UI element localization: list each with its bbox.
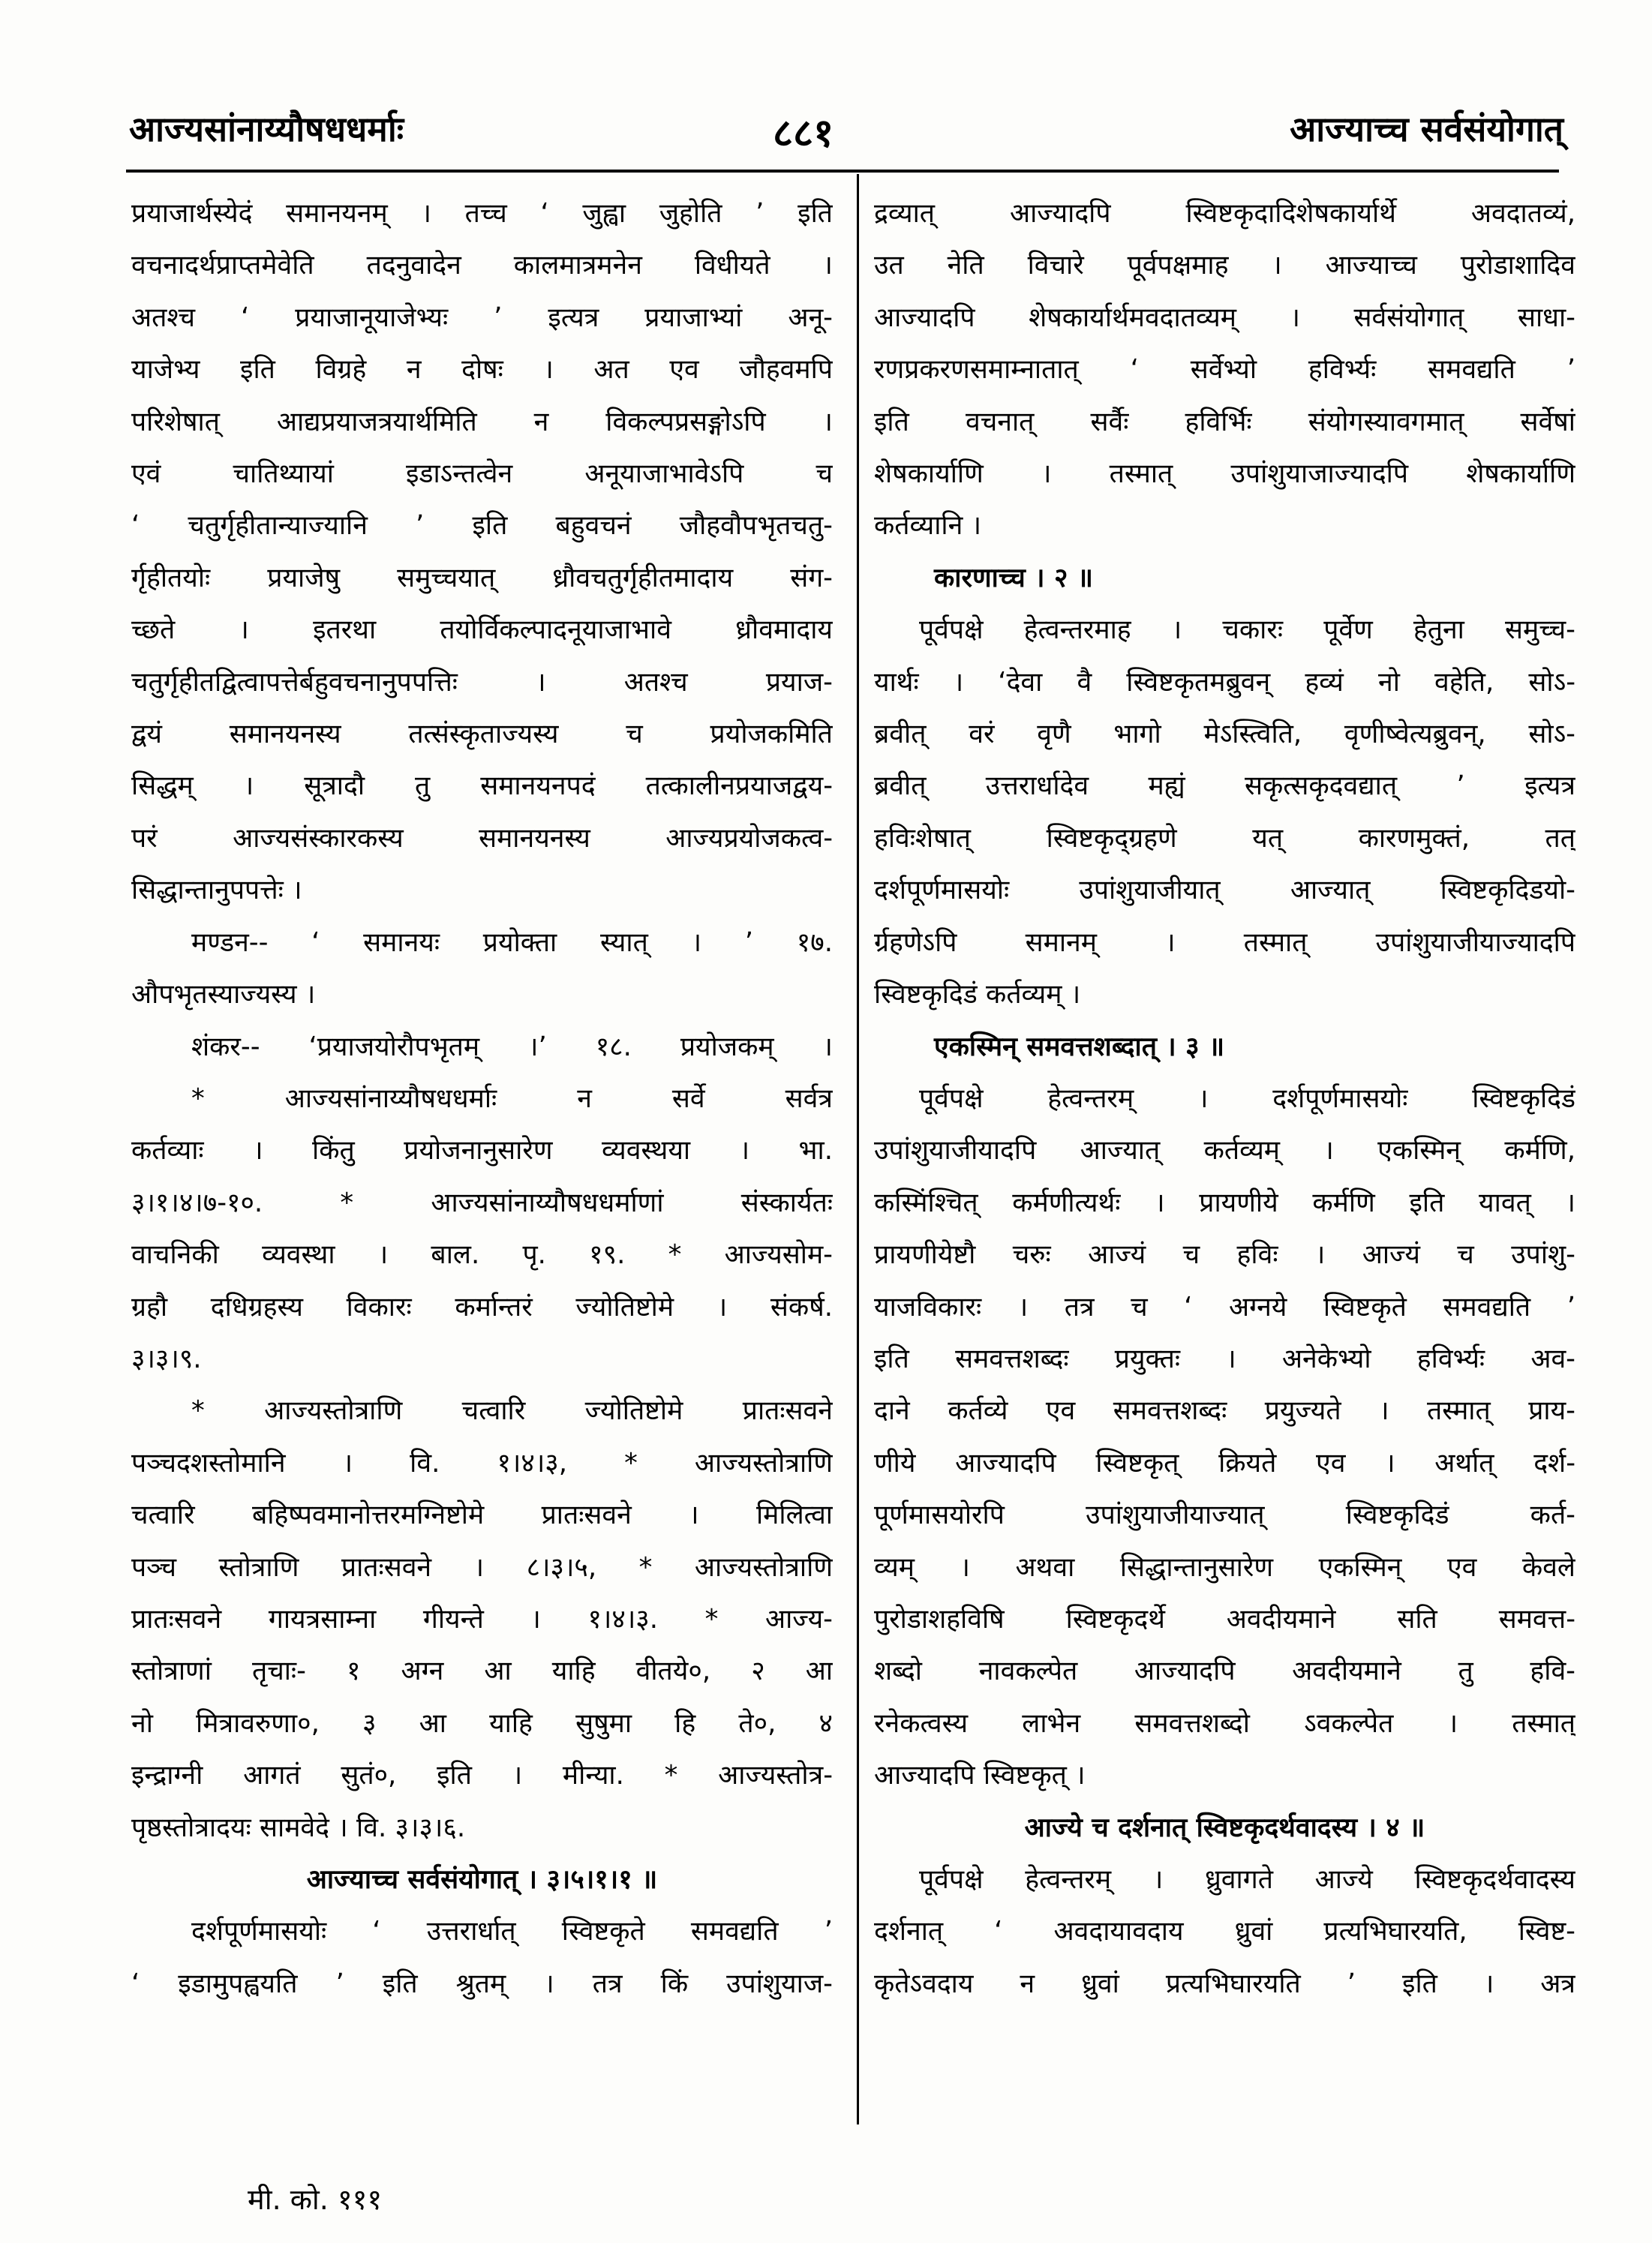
left-column-line: वचनादर्थप्राप्तमेवेति तदनुवादेन कालमात्रमनेन विधीयते । [131,250,833,281]
footer-signature: मी. को. १११ [248,2183,383,2216]
right-column-line: रणप्रकरणसमाम्नातात् ‘ सर्वेभ्यो हविर्भ्यः समवद्यति ’ [874,354,1575,386]
right-column-line: प्रायणीयेष्टौ चरुः आज्यं च हविः । आज्यं च उपांशु- [874,1239,1575,1271]
right-column-line: ब्रवीत् उत्तरार्धादेव मह्यं सकृत्सकृदवद्यात् ’ इत्यत्र [874,770,1575,802]
right-column-line: याजविकारः । तत्र च ‘ अग्नये स्विष्टकृते समवद्यति ’ [874,1291,1575,1323]
right-column-line: कस्मिंश्चित् कर्मणीत्यर्थः । प्रायणीये कर्मणि इति यावत् । [874,1187,1575,1218]
right-column-line: पूर्वपक्षे हेत्वन्तरमाह । चकारः पूर्वेण हेतुना समुच्च- [919,614,1575,646]
right-column-line: आज्ये च दर्शनात् स्विष्टकृदर्थवादस्य । ४ ॥ [1024,1812,1425,1843]
right-column-line: आज्यादपि स्विष्टकृत् । [874,1760,1086,1791]
right-column [874,188,1575,2010]
right-column-line: हविःशेषात् स्विष्टकृद्ग्रहणे यत् कारणमुक्तं, तत् [874,822,1575,854]
left-column-line: चत्वारि बहिष्पवमानोत्तरमग्निष्टोमे प्रातःसवने । मिलित्वा [131,1500,833,1531]
right-column-line: दर्शपूर्णमासयोः उपांशुयाजीयात् आज्यात् स्विष्टकृदिडयो- [874,875,1575,906]
left-column-line: एवं चातिथ्यायां इडाऽन्तत्वेन अनूयाजाभावेऽपि च [131,458,833,490]
right-column-line: इति समवत्तशब्दः प्रयुक्तः । अनेकेभ्यो हविर्भ्यः अव- [874,1343,1575,1374]
left-column-line: प्रातःसवने गायत्रसाम्ना गीयन्ते । १।४।३. * आज्य- [131,1603,833,1635]
left-column-line: सिद्धान्तानुपपत्तेः । [131,875,302,906]
right-column-line: स्विष्टकृदिडं कर्तव्यम् । [874,979,1081,1010]
left-column-line: ३।३।९. [131,1343,202,1374]
right-column-line: शब्दो नावकल्पेत आज्यादपि अवदीयमाने तु हवि- [874,1656,1575,1687]
left-column-line: स्तोत्राणां तृचाः- १ अग्न आ याहि वीतये०, २ आ [131,1656,833,1687]
left-column-line: दर्शपूर्णमासयोः ‘ उत्तरार्धात् स्विष्टकृते समवद्यति ’ [191,1916,833,1947]
left-column-line: आज्याच्च सर्वसंयोगात् । ३।५।१।१ ॥ [306,1864,658,1895]
right-column-line: दर्शनात् ‘ अवदायावदाय ध्रुवां प्रत्यभिघारयति, स्विष्ट- [874,1916,1575,1947]
left-column-line: ३।१।४।७-१०. * आज्यसांनाय्यौषधधर्माणां संस्कार्यतः [131,1187,833,1218]
right-column-line: दाने कर्तव्ये एव समवत्तशब्दः प्रयुज्यते । तस्मात् प्राय- [874,1395,1575,1427]
right-column-line: आज्यादपि शेषकार्यार्थमवदातव्यम् । सर्वसंयोगात् साधा- [874,302,1575,333]
left-column-line: ग्रहौ दधिग्रहस्य विकारः कर्मान्तरं ज्योतिष्टोमे । संकर्ष. [131,1291,833,1323]
right-column-line: र्ग्रहणेऽपि समानम् । तस्मात् उपांशुयाजीयाज्यादपि [874,926,1575,958]
header-rule [126,170,1559,173]
left-column-line: अतश्च ‘ प्रयाजानूयाजेभ्यः ’ इत्यत्र प्रयाजाभ्यां अनू- [131,302,833,333]
left-column-line: शंकर-- ‘प्रयाजयोरौपभृतम् ।’ १८. प्रयोजकम् । [191,1031,833,1062]
left-column-line: * आज्यस्तोत्राणि चत्वारि ज्योतिष्टोमे प्रातःसवने [191,1395,833,1427]
left-column-line: * आज्यसांनाय्यौषधधर्माः न सर्वे सर्वत्र [191,1082,833,1114]
left-column-line: द्वयं समानयनस्य तत्संस्कृताज्यस्य च प्रयोजकमिति [131,719,833,750]
right-column-line: पूर्वपक्षे हेत्वन्तरम् । दर्शपूर्णमासयोः स्विष्टकृदिडं [919,1082,1575,1114]
right-column-line: द्रव्यात् आज्यादपि स्विष्टकृदादिशेषकार्यार्थे अवदातव्यं, [874,198,1575,229]
running-head-right: आज्याच्च सर्वसंयोगात् [1290,109,1563,149]
left-column-line: ‘ इडामुपह्वयति ’ इति श्रुतम् । तत्र किं उपांशुयाज- [131,1968,833,1999]
right-column-line: पूर्णमासयोरपि उपांशुयाजीयाज्यात् स्विष्टकृदिडं कर्त- [874,1500,1575,1531]
right-column-line: उत नेति विचारे पूर्वपक्षमाह । आज्याच्च पुरोडाशादिव [874,250,1575,281]
left-column-line: प्रयाजार्थस्येदं समानयनम् । तच्च ‘ जुह्वा जुहोति ’ इति [131,198,833,229]
right-column-line: पुरोडाशहविषि स्विष्टकृदर्थे अवदीयमाने सति समवत्त- [874,1603,1575,1635]
page-number: ८८१ [773,111,834,156]
left-column-line: इन्द्राग्नी आगतं सुतं०, इति । मीन्या. * आज्यस्तोत्र- [131,1760,833,1791]
right-column-line: रनेकत्वस्य लाभेन समवत्तशब्दो ऽवकल्पेत । तस्मात् [874,1707,1575,1739]
right-column-line: एकस्मिन् समवत्तशब्दात् । ३ ॥ [934,1031,1225,1062]
left-column-line: ‘ चतुर्गृहीतान्याज्यानि ’ इति बहुवचनं जौहवौपभृतचतु- [131,510,833,542]
left-column-line: औपभृतस्याज्यस्य । [131,979,316,1010]
left-column-line: कर्तव्याः । किंतु प्रयोजनानुसारेण व्यवस्थया । भा. [131,1135,833,1167]
left-column-line: मण्डन-- ‘ समानयः प्रयोक्ता स्यात् । ’ १७. [191,926,833,958]
right-column-line: यार्थः । ‘देवा वै स्विष्टकृतमब्रुवन् हव्यं नो वहेति, सोऽ- [874,666,1575,698]
right-column-line: कृतेऽवदाय न ध्रुवां प्रत्यभिघारयति ’ इति । अत्र [874,1968,1575,1999]
left-column-line: नो मित्रावरुणा०, ३ आ याहि सुषुमा हि ते०, ४ [131,1707,833,1739]
right-column-line: कारणाच्च । २ ॥ [934,562,1094,593]
right-column-line: ब्रवीत् वरं वृणै भागो मेऽस्त्विति, वृणीष्वेत्यब्रुवन्, सोऽ- [874,719,1575,750]
right-column-line: णीये आज्यादपि स्विष्टकृत् क्रियते एव । अर्थात् दर्श- [874,1447,1575,1479]
left-column-line: परं आज्यसंस्कारकस्य समानयनस्य आज्यप्रयोजकत्व- [131,822,833,854]
left-column-line: पञ्चदशस्तोमानि । वि. १।४।३, * आज्यस्तोत्राणि [131,1447,833,1479]
right-column-line: पूर्वपक्षे हेत्वन्तरम् । ध्रुवागते आज्ये स्विष्टकृदर्थवादस्य [919,1864,1575,1895]
left-column-line: याजेभ्य इति विग्रहे न दोषः । अत एव जौहवमपि [131,354,833,386]
left-column-line: पञ्च स्तोत्राणि प्रातःसवने । ८।३।५, * आज्यस्तोत्राणि [131,1551,833,1583]
right-column-line: शेषकार्याणि । तस्मात् उपांशुयाजाज्यादपि शेषकार्याणि [874,458,1575,490]
left-column-line: पृष्ठस्तोत्रादयः सामवेदे । वि. ३।३।६. [131,1812,466,1843]
left-column-line: सिद्धम् । सूत्रादौ तु समानयनपदं तत्कालीनप्रयाजद्वय- [131,770,833,802]
right-column-line: व्यम् । अथवा सिद्धान्तानुसारेण एकस्मिन् एव केवले [874,1551,1575,1583]
right-column-line: उपांशुयाजीयादपि आज्यात् कर्तव्यम् । एकस्मिन् कर्मणि, [874,1135,1575,1167]
left-column-line: चतुर्गृहीतद्वित्वापत्तेर्बहुवचनानुपपत्तिः । अतश्च प्रयाज- [131,666,833,698]
left-column-line: र्गृहीतयोः प्रयाजेषु समुच्चयात् ध्रौवचतुर्गृहीतमादाय संग- [131,562,833,593]
right-column-line: कर्तव्यानि । [874,510,982,542]
running-head-left: आज्यसांनाय्यौषधधर्माः [129,109,404,149]
left-column-line: परिशेषात् आद्यप्रयाजत्रयार्थमिति न विकल्पप्रसङ्गोऽपि । [131,406,833,437]
right-column-line: इति वचनात् सर्वैः हविर्भिः संयोगस्यावगमात् सर्वेषां [874,406,1575,437]
left-column [131,188,833,2010]
left-column-line: च्छते । इतरथा तयोर्विकल्पादनूयाजाभावे ध्रौवमादाय [131,614,833,646]
left-column-line: वाचनिकी व्यवस्था । बाल. पृ. १९. * आज्यसोम- [131,1239,833,1271]
column-divider [857,174,859,2124]
